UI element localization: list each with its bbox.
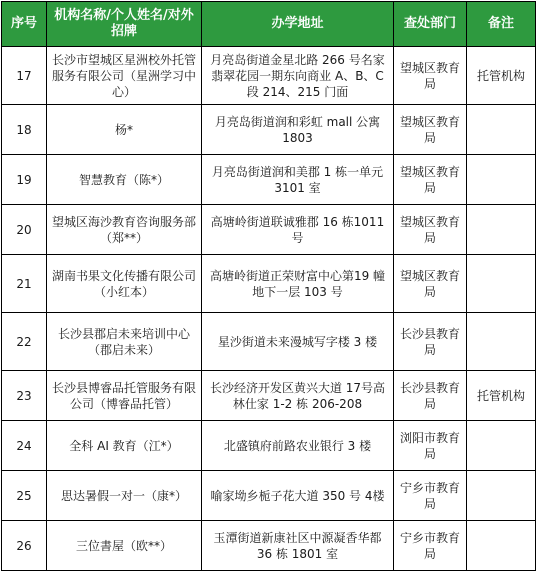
cell-dept: 长沙县教育局 — [394, 313, 467, 371]
cell-note — [467, 471, 536, 521]
cell-address: 长沙经济开发区黄兴大道 17号高林仕家 1-2 栋 206-208 — [202, 371, 394, 421]
cell-address: 月亮岛街道金星北路 266 号名家翡翠花园一期东向商业 A、B、C 段 214、215 门面 — [202, 47, 394, 105]
cell-note — [467, 521, 536, 571]
cell-dept: 望城区教育局 — [394, 155, 467, 205]
cell-name: 望城区海沙教育咨询服务部（郑**） — [47, 205, 202, 255]
cell-dept: 宁乡市教育局 — [394, 521, 467, 571]
cell-name: 长沙县博睿品托管服务有限公司（博睿品托管） — [47, 371, 202, 421]
cell-address: 月亮岛街道润和美郡 1 栋一单元 3101 室 — [202, 155, 394, 205]
header-address: 办学地址 — [202, 2, 394, 47]
header-seq: 序号 — [2, 2, 47, 47]
table-row — [2, 521, 536, 571]
record-table — [1, 1, 536, 571]
table-row — [2, 255, 536, 313]
cell-seq: 21 — [2, 255, 47, 313]
table-row — [2, 105, 536, 155]
cell-note — [467, 421, 536, 471]
cell-seq: 26 — [2, 521, 47, 571]
table-row — [2, 471, 536, 521]
table-row — [2, 371, 536, 421]
cell-name: 智慧教育（陈*） — [47, 155, 202, 205]
table-row — [2, 47, 536, 105]
cell-seq: 18 — [2, 105, 47, 155]
cell-seq: 22 — [2, 313, 47, 371]
table-row — [2, 421, 536, 471]
cell-address: 喻家坳乡栀子花大道 350 号 4楼 — [202, 471, 394, 521]
cell-dept: 望城区教育局 — [394, 255, 467, 313]
table-row — [2, 155, 536, 205]
header-dept: 查处部门 — [394, 2, 467, 47]
cell-address: 玉潭街道新康社区中源凝香华都 36 栋 1801 室 — [202, 521, 394, 571]
cell-address: 北盛镇府前路农业银行 3 楼 — [202, 421, 394, 471]
cell-note — [467, 155, 536, 205]
table-row — [2, 205, 536, 255]
cell-dept: 浏阳市教育局 — [394, 421, 467, 471]
cell-dept: 宁乡市教育局 — [394, 471, 467, 521]
cell-address: 星沙街道未来漫城写字楼 3 楼 — [202, 313, 394, 371]
cell-seq: 17 — [2, 47, 47, 105]
cell-address: 高塘岭街道正荣财富中心第19 幢地下一层 103 号 — [202, 255, 394, 313]
header-name: 机构名称/个人姓名/对外招牌 — [47, 2, 202, 47]
cell-seq: 23 — [2, 371, 47, 421]
cell-note — [467, 255, 536, 313]
cell-note — [467, 105, 536, 155]
header-note: 备注 — [467, 2, 536, 47]
cell-note: 托管机构 — [467, 47, 536, 105]
cell-note — [467, 205, 536, 255]
record-table-container — [1, 1, 536, 571]
cell-name: 思达暑假一对一（康*） — [47, 471, 202, 521]
cell-name: 长沙县郡启未来培训中心（郡启未来） — [47, 313, 202, 371]
cell-name: 长沙市望城区星洲校外托管服务有限公司（星洲学习中心） — [47, 47, 202, 105]
cell-name: 全科 AI 教育（江*） — [47, 421, 202, 471]
cell-name: 三位書屋（欧**） — [47, 521, 202, 571]
cell-dept: 望城区教育局 — [394, 47, 467, 105]
cell-name: 杨* — [47, 105, 202, 155]
cell-dept: 长沙县教育局 — [394, 371, 467, 421]
cell-seq: 25 — [2, 471, 47, 521]
cell-dept: 望城区教育局 — [394, 205, 467, 255]
cell-name: 湖南书果文化传播有限公司（小红本） — [47, 255, 202, 313]
cell-seq: 20 — [2, 205, 47, 255]
cell-note — [467, 313, 536, 371]
cell-address: 月亮岛街道润和彩虹 mall 公寓 1803 — [202, 105, 394, 155]
cell-seq: 24 — [2, 421, 47, 471]
cell-dept: 望城区教育局 — [394, 105, 467, 155]
cell-address: 高塘岭街道联诚雅郡 16 栋1011 号 — [202, 205, 394, 255]
table-header-row — [2, 2, 536, 47]
cell-note: 托管机构 — [467, 371, 536, 421]
table-row — [2, 313, 536, 371]
cell-seq: 19 — [2, 155, 47, 205]
